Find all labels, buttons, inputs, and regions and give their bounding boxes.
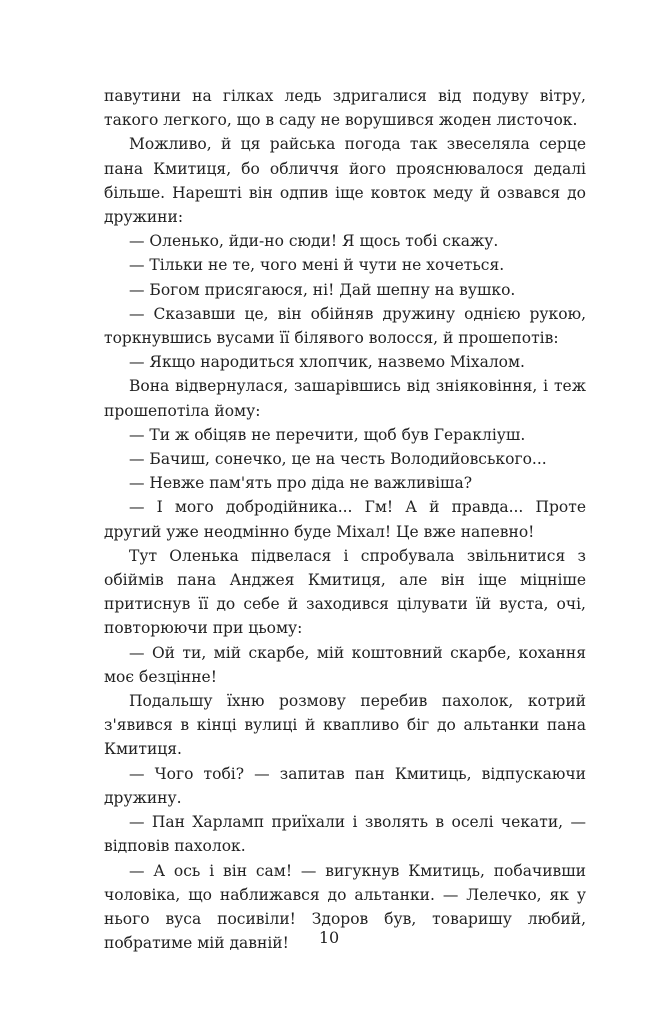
- paragraph: — Пан Харламп приїхали і зволять в оселі чекати, — відповів пахолок.: [104, 813, 586, 856]
- paragraph: — Тільки не те, чого мені й чути не хочеться.: [129, 256, 505, 275]
- paragraph: — А ось і він сам! — вигукнув Кмитиць, побачивши чоловіка, що наближався до альтанки. — Лелечко, як у нього вуса посивіли! Здоров був, товаришу любий, побратиме мій давній!: [104, 861, 586, 953]
- paragraph: — Ой ти, мій скарбе, мій коштовний скарбе, кохання моє безцінне!: [104, 643, 586, 686]
- paragraph: — І мого добродійника... Гм! А й правда... Проте другий уже неодмінно буде Міхал! Це вже напевно!: [104, 498, 586, 541]
- page-number: 10: [318, 928, 340, 947]
- paragraph: — Чого тобі? — запитав пан Кмитиць, відпускаючи дружину.: [104, 764, 586, 807]
- paragraph: Тут Оленька підвелася і спробувала звільнитися з обіймів пана Анджея Кмитиця, але він іще міцніше притиснув її до себе й заходився цілувати їй вуста, очі, повторюючи при цьому:: [104, 546, 586, 638]
- paragraph: — Бачиш, сонечко, це на честь Володийовського...: [129, 450, 547, 469]
- paragraph: — Невже пам'ять про діда не важливіша?: [129, 474, 473, 493]
- paragraph: — Оленько, йди-но сюди! Я щось тобі скажу.: [129, 232, 499, 251]
- paragraph: — Ти ж обіцяв не перечити, щоб був Геракліуш.: [129, 425, 526, 444]
- paragraph: Подальшу їхню розмову перебив пахолок, котрий з'явився в кінці вулиці й квапливо біг до альтанки пана Кмитиця.: [104, 692, 586, 759]
- paragraph: Можливо, й ця райська погода так звеселяла серце пана Кмитиця, бо обличчя його прояснювалося дедалі більше. Нарешті він одпив іще ковток меду й озвався до дружини:: [104, 135, 586, 227]
- paragraph: — Сказавши це, він обійняв дружину однією рукою, торкнувшись вусами її білявого волосся, й прошепотів:: [104, 304, 586, 348]
- paragraph: Вона відвернулася, зашарівшись від зніяковіння, і теж прошепотіла йому:: [104, 377, 586, 420]
- paragraph: павутини на гілках ледь здригалися від подуву вітру, такого легкого, що в саду не ворушився жоден листочок.: [104, 87, 586, 130]
- paragraph: — Богом присягаюся, ні! Дай шепну на вушко.: [129, 280, 516, 299]
- body-text: [104, 84, 586, 955]
- paragraph: — Якщо народиться хлопчик, назвемо Міхалом.: [129, 353, 525, 372]
